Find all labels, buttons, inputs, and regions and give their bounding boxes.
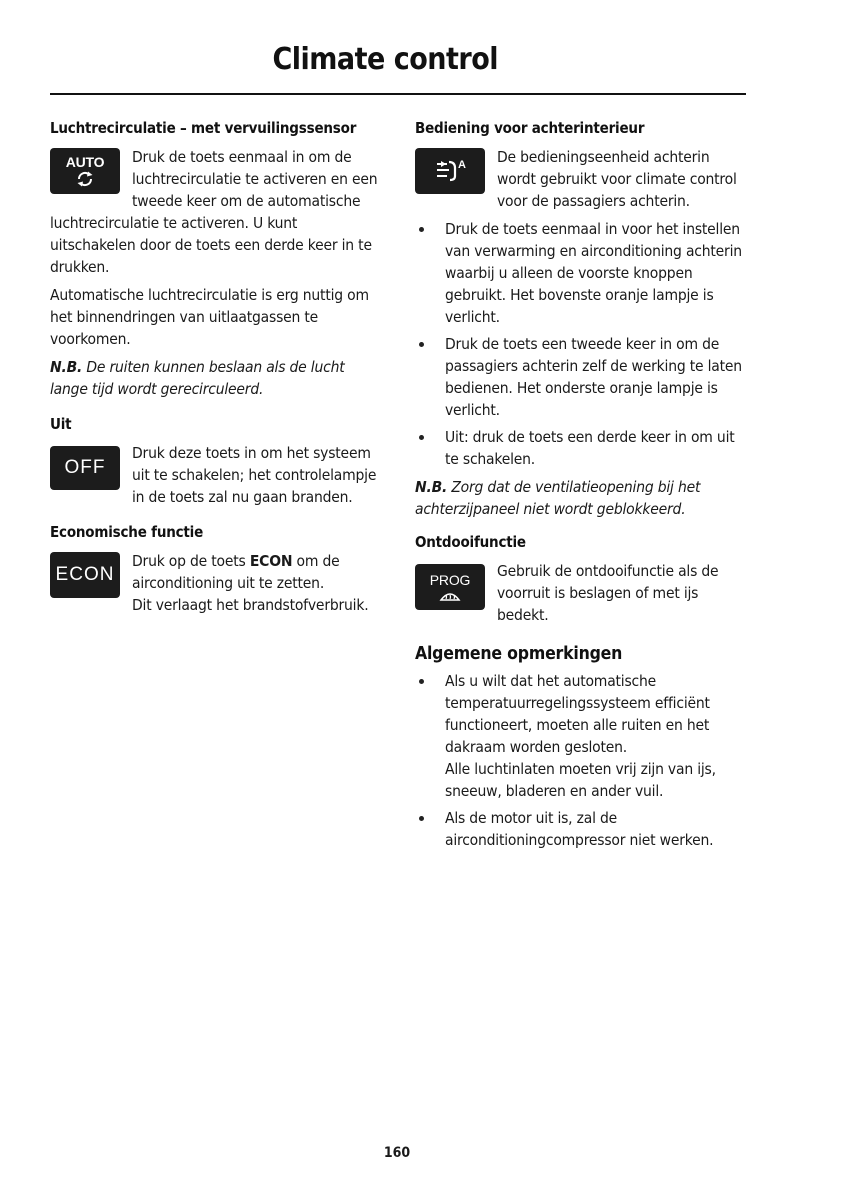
econ-text-after: om de airconditioning uit te zetten.	[132, 552, 340, 592]
general-bullet-1a: Als u wilt dat het automatische temperatuurregelingssysteem efficiënt functioneert, moeten alle ruiten en het dakraam worden gesloten.	[445, 672, 710, 756]
recirculation-icon	[75, 170, 95, 188]
econ-row	[50, 548, 380, 622]
section-defrost	[415, 532, 748, 632]
rear-note-label: N.B.	[415, 478, 448, 496]
off-row	[50, 440, 380, 514]
rear-note-text: Zorg dat de ventilatieopening bij het achterzijpaneel niet wordt geblokkeerd.	[415, 478, 701, 518]
prog-button-label: PROG	[429, 571, 471, 588]
rear-bullet-2: Druk de toets een tweede keer in om de passagiers achterin zelf de werking te laten bedienen. Het onderste oranje lampje is verlicht.	[415, 333, 748, 421]
recirc-note-label: N.B.	[50, 358, 83, 376]
defrost-text: Gebruik de ontdooifunctie als de voorruit is beslagen of met ijs bedekt.	[497, 562, 719, 624]
rear-intro: De bedieningseenheid achterin wordt gebruikt voor climate control voor de passagiers achterin.	[497, 148, 737, 210]
heading-off: Uit	[50, 415, 72, 433]
rear-bullet-list	[415, 218, 748, 470]
rear-bullet-3: Uit: druk de toets een derde keer in om uit te schakelen.	[415, 426, 748, 470]
heading-defrost: Ontdooifunctie	[415, 533, 526, 551]
section-general	[415, 642, 748, 851]
econ-button-image	[50, 552, 120, 598]
rear-seat-airflow-icon	[433, 158, 467, 184]
section-rear	[415, 118, 748, 520]
page-title: Climate control	[272, 42, 498, 77]
rear-row	[415, 144, 748, 218]
section-econ	[50, 522, 380, 622]
windscreen-defrost-icon	[439, 588, 461, 602]
heading-rear: Bediening voor achterinterieur	[415, 119, 645, 137]
off-button-label: OFF	[64, 457, 106, 478]
recirc-paragraph-2: Automatische luchtrecirculatie is erg nuttig om het binnendringen van uitlaatgassen te voorkomen.	[50, 286, 369, 348]
general-bullet-2: Als de motor uit is, zal de airconditioningcompressor niet werken.	[415, 807, 748, 851]
heading-general: Algemene opmerkingen	[415, 644, 623, 664]
off-text: Druk deze toets in om het systeem uit te schakelen; het controlelampje in de toets zal nu gaan branden.	[132, 444, 377, 506]
heading-econ: Economische functie	[50, 523, 204, 541]
rear-note	[415, 476, 748, 520]
title-rule	[50, 93, 746, 95]
section-off	[50, 414, 380, 514]
defrost-row	[415, 558, 748, 632]
general-bullet-1	[415, 670, 748, 802]
heading-recirculation: Luchtrecirculatie – met vervuilingssensor	[50, 119, 357, 137]
recirc-note	[50, 356, 380, 400]
recirc-paragraph-1: Druk de toets eenmaal in om de luchtrecirculatie te activeren en een tweede keer om de automatische luchtrecirculatie te activeren. U kunt uitschakelen door de toets een derde keer in te drukken.	[50, 148, 378, 276]
section-recirculation	[50, 118, 380, 400]
econ-text-before: Druk op de toets	[132, 552, 250, 570]
off-button-image	[50, 446, 120, 490]
general-bullet-list	[415, 670, 748, 851]
econ-text-bold: ECON	[249, 552, 293, 570]
econ-button-label: ECON	[55, 564, 115, 585]
auto-button-image	[50, 148, 120, 194]
rear-bullet-1: Druk de toets eenmaal in voor het instellen van verwarming en airconditioning achterin waarbij u alleen de voorste knoppen gebruikt. Het bovenste oranje lampje is verlicht.	[415, 218, 748, 328]
recirc-note-text: De ruiten kunnen beslaan als de lucht lange tijd wordt gerecirculeerd.	[50, 358, 345, 398]
auto-button-label: AUTO	[65, 154, 105, 170]
general-bullet-1b: Alle luchtinlaten moeten vrij zijn van ijs, sneeuw, bladeren en ander vuil.	[445, 760, 716, 800]
left-column	[50, 118, 380, 630]
rear-button-image	[415, 148, 485, 194]
recirc-row	[50, 144, 380, 284]
econ-text-2: Dit verlaagt het brandstofverbruik.	[132, 596, 369, 614]
right-column	[415, 118, 748, 859]
rear-button-superscript: A	[458, 159, 466, 171]
prog-button-image	[415, 564, 485, 610]
page-number: 160	[383, 1145, 411, 1161]
